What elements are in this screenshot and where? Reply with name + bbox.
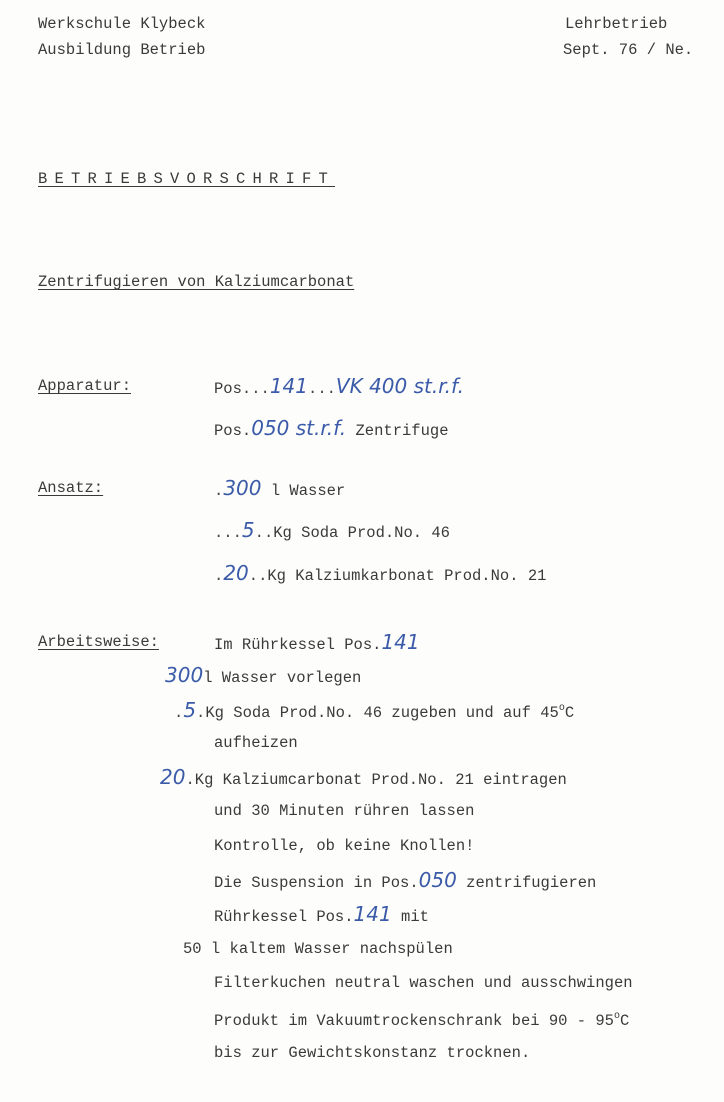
pos-prefix: Pos.: [214, 422, 252, 440]
handwritten-pos: 141: [353, 902, 392, 926]
handwritten-amount: 5: [241, 518, 255, 542]
step-text: l Wasser vorlegen: [203, 669, 362, 687]
ansatz-item-text: Kg Kalziumkarbonat Prod.No. 21: [267, 567, 547, 585]
step-text: Produkt im Vakuumtrockenschrank bei 90 - 95: [214, 1012, 614, 1030]
handwritten-amount: 20: [223, 561, 249, 585]
handwritten-pos: 141: [269, 374, 309, 398]
fill-dots: .: [214, 567, 224, 585]
fill-dots: ...: [308, 380, 336, 398]
step-text: zentrifugieren: [466, 874, 597, 892]
handwritten-amount: 5: [183, 698, 197, 722]
fill-dots: .: [214, 482, 224, 500]
ansatz-item: [214, 520, 450, 543]
fill-dots: .: [174, 704, 184, 722]
document-subtitle: Zentrifugieren von Kalziumcarbonat: [38, 273, 355, 291]
ansatz-item-text: Kg Soda Prod.No. 46: [273, 524, 450, 542]
step-line: [214, 632, 420, 655]
step-line: Kontrolle, ob keine Knollen!: [214, 837, 475, 855]
apparatur-line-2: [214, 418, 449, 441]
school-name: Werkschule Klybeck: [38, 15, 206, 33]
step-text: Rührkessel Pos.: [214, 908, 354, 926]
temperature-unit: C: [619, 1012, 630, 1030]
department-name: Ausbildung Betrieb: [38, 41, 206, 59]
apparatur-label: Apparatur:: [38, 377, 132, 395]
step-line: [214, 904, 429, 927]
fill-dots: ..: [248, 567, 268, 585]
handwritten-amount: 300: [165, 663, 204, 687]
step-text: l kaltem Wasser nachspülen: [210, 940, 453, 958]
step-text: Im Rührkessel Pos.: [214, 636, 382, 654]
step-line: aufheizen: [214, 734, 298, 752]
step-line: [160, 767, 567, 790]
step-amount: 50: [183, 940, 202, 958]
ansatz-item-text: l Wasser: [270, 482, 346, 500]
step-line: [214, 1007, 629, 1031]
fill-dots: ...: [214, 524, 242, 542]
step-line: [183, 939, 453, 959]
handwritten-pos: 050: [418, 868, 457, 892]
apparatur-line-1: [214, 376, 464, 399]
apparatur-device: Zentrifuge: [355, 422, 449, 440]
temperature-unit: C: [564, 704, 575, 722]
fill-dots: ..: [254, 524, 274, 542]
header-right-title: Lehrbetrieb: [565, 15, 668, 33]
ansatz-label: Ansatz:: [38, 479, 104, 497]
degree-symbol: o: [558, 703, 565, 714]
handwritten-pos: 141: [381, 630, 420, 654]
step-line: [214, 870, 596, 893]
fill-dots: .: [196, 704, 206, 722]
pos-prefix: Pos.: [214, 380, 252, 398]
fill-dots: ..: [251, 380, 270, 398]
step-line: [165, 665, 361, 688]
handwritten-amount: 300: [223, 476, 262, 500]
document-title: BETRIEBSVORSCHRIFT: [38, 170, 336, 188]
handwritten-amount: 20: [160, 765, 186, 789]
step-text: mit: [401, 908, 429, 926]
handwritten-type: VK 400 st.r.f.: [335, 374, 465, 398]
ansatz-item: [214, 563, 546, 586]
step-text: Die Suspension in Pos.: [214, 874, 419, 892]
degree-symbol: o: [613, 1011, 620, 1022]
handwritten-pos: 050 st.r.f.: [251, 416, 347, 440]
fill-dots: .: [185, 771, 195, 789]
header-date-initials: Sept. 76 / Ne.: [563, 41, 694, 59]
step-text: Kg Kalziumcarbonat Prod.No. 21 eintragen: [194, 771, 567, 789]
step-line: und 30 Minuten rühren lassen: [214, 802, 475, 820]
arbeitsweise-label: Arbeitsweise:: [38, 633, 159, 651]
step-line: bis zur Gewichtskonstanz trocknen.: [214, 1044, 531, 1062]
step-line: [174, 699, 574, 723]
step-line: Filterkuchen neutral waschen und ausschwingen: [214, 974, 633, 992]
ansatz-item: [214, 478, 345, 501]
step-text: Kg Soda Prod.No. 46 zugeben und auf 45: [205, 704, 559, 722]
